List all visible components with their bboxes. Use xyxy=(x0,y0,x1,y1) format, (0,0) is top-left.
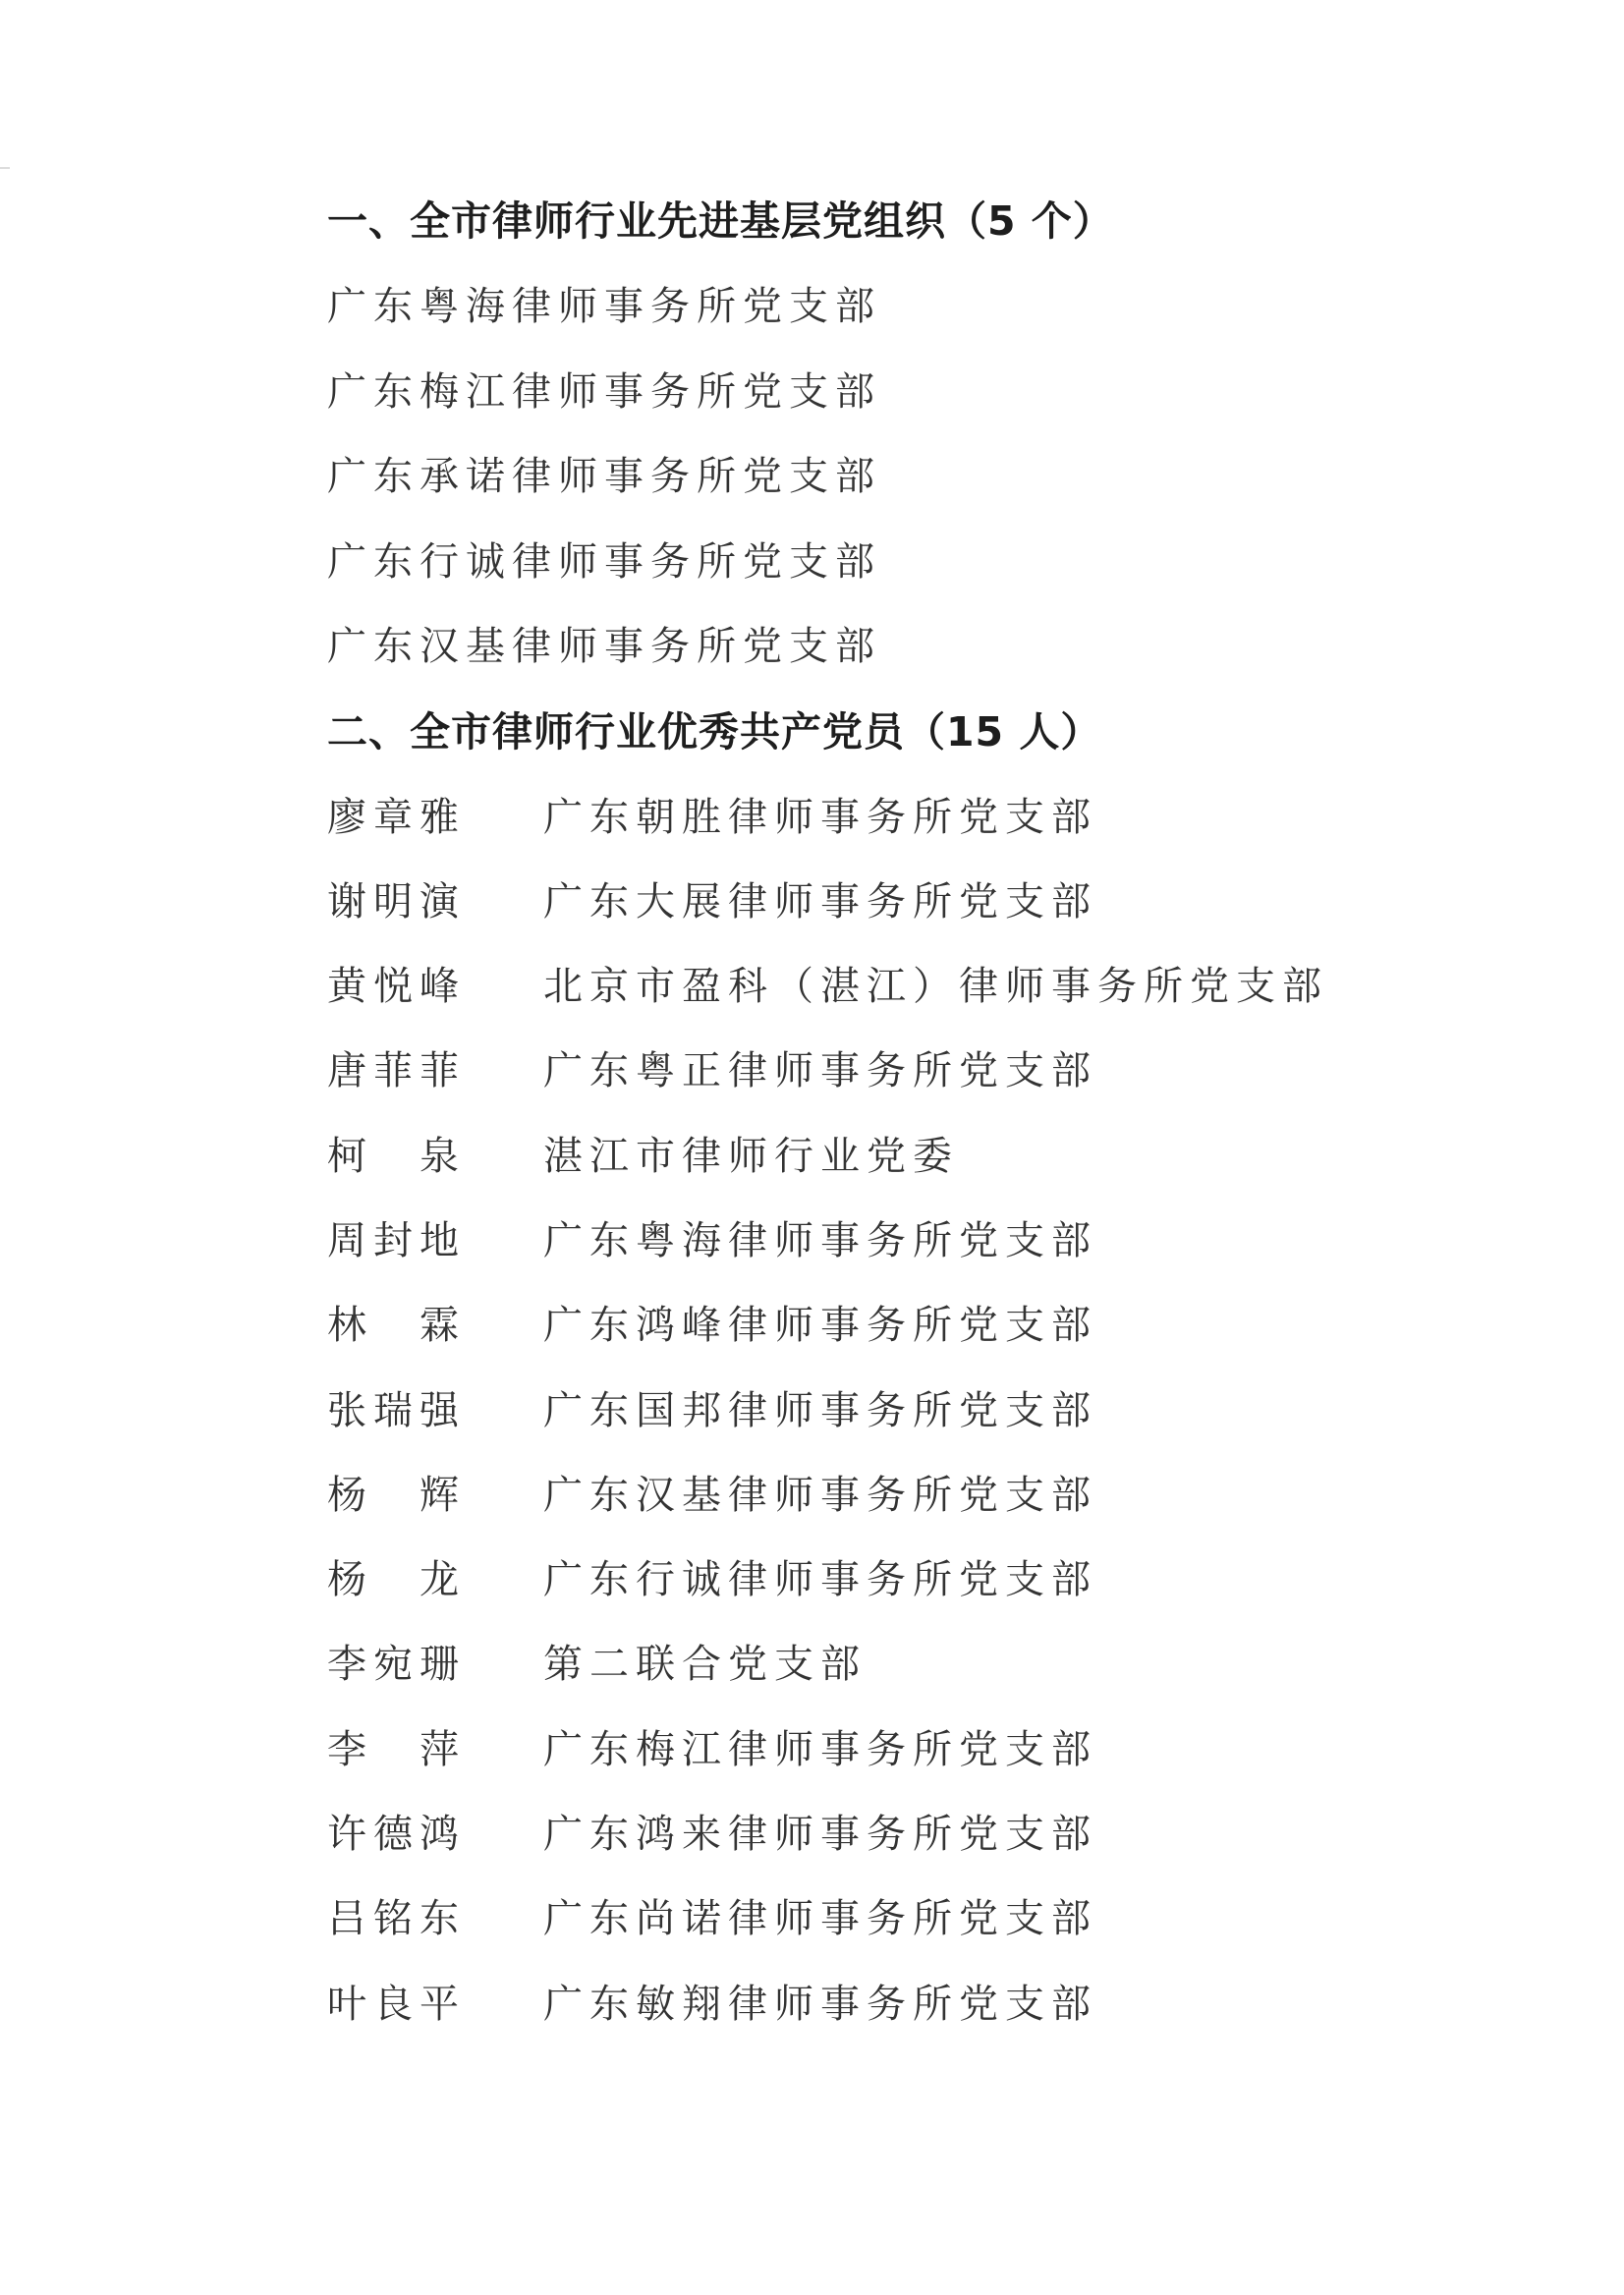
member-name: 李 萍 xyxy=(327,1726,466,1772)
member-row xyxy=(327,1461,1408,1545)
member-row xyxy=(327,1545,1408,1630)
section1-heading: 一、全市律师行业先进基层党组织（5 个） xyxy=(327,197,1114,245)
member-row xyxy=(327,1291,1408,1375)
member-name: 许德鸿 xyxy=(327,1812,466,1858)
member-org: 广东国邦律师事务所党支部 xyxy=(543,1387,1097,1433)
member-org: 广东鸿峰律师事务所党支部 xyxy=(543,1303,1097,1349)
member-org: 广东敏翔律师事务所党支部 xyxy=(543,1981,1097,2027)
member-name: 叶良平 xyxy=(327,1981,466,2027)
member-row xyxy=(327,952,1408,1036)
member-name: 吕铭东 xyxy=(327,1896,466,1942)
list-item: 广东梅江律师事务所党支部 xyxy=(327,368,881,415)
list-item: 广东汉基律师事务所党支部 xyxy=(327,624,881,669)
list-item: 广东承诺律师事务所党支部 xyxy=(327,454,881,499)
member-row xyxy=(327,1376,1408,1461)
member-row xyxy=(327,868,1408,952)
member-name: 周封地 xyxy=(327,1217,466,1263)
member-org: 湛江市律师行业党委 xyxy=(543,1133,959,1179)
member-org: 广东朝胜律师事务所党支部 xyxy=(543,794,1097,840)
member-org: 广东行诚律师事务所党支部 xyxy=(543,1557,1097,1603)
member-name: 林 霖 xyxy=(327,1303,466,1349)
member-row xyxy=(327,1122,1408,1206)
member-row xyxy=(327,783,1408,868)
excellent-member-list xyxy=(327,783,1408,2054)
member-name: 杨 辉 xyxy=(327,1472,466,1518)
member-org: 广东鸿来律师事务所党支部 xyxy=(543,1812,1097,1858)
member-row xyxy=(327,1036,1408,1121)
member-name: 廖章雅 xyxy=(327,794,466,840)
member-name: 张瑞强 xyxy=(327,1387,466,1433)
advanced-org-list xyxy=(327,272,1408,698)
member-org: 广东梅江律师事务所党支部 xyxy=(543,1726,1097,1772)
member-org: 北京市盈科（湛江）律师事务所党支部 xyxy=(543,964,1328,1010)
member-row xyxy=(327,1630,1408,1714)
document-content xyxy=(327,187,1408,2054)
list-item: 广东粤海律师事务所党支部 xyxy=(327,284,881,329)
member-row xyxy=(327,1884,1408,1969)
scan-edge-mark xyxy=(0,167,10,169)
member-org: 广东粤海律师事务所党支部 xyxy=(543,1217,1097,1263)
section2-heading: 二、全市律师行业优秀共产党员（15 人） xyxy=(327,707,1102,756)
member-org: 第二联合党支部 xyxy=(543,1642,867,1688)
member-org: 广东大展律师事务所党支部 xyxy=(543,878,1097,924)
member-name: 杨 龙 xyxy=(327,1557,466,1603)
member-row xyxy=(327,1970,1408,2054)
member-name: 黄悦峰 xyxy=(327,964,466,1010)
member-org: 广东汉基律师事务所党支部 xyxy=(543,1472,1097,1518)
member-name: 柯 泉 xyxy=(327,1133,466,1179)
member-org: 广东粤正律师事务所党支部 xyxy=(543,1048,1097,1094)
member-name: 李宛珊 xyxy=(327,1642,466,1688)
member-name: 谢明演 xyxy=(327,878,466,924)
member-name: 唐菲菲 xyxy=(327,1048,466,1094)
member-org: 广东尚诺律师事务所党支部 xyxy=(543,1896,1097,1942)
member-row xyxy=(327,1715,1408,1800)
member-row xyxy=(327,1800,1408,1884)
member-row xyxy=(327,1206,1408,1291)
list-item: 广东行诚律师事务所党支部 xyxy=(327,538,881,585)
